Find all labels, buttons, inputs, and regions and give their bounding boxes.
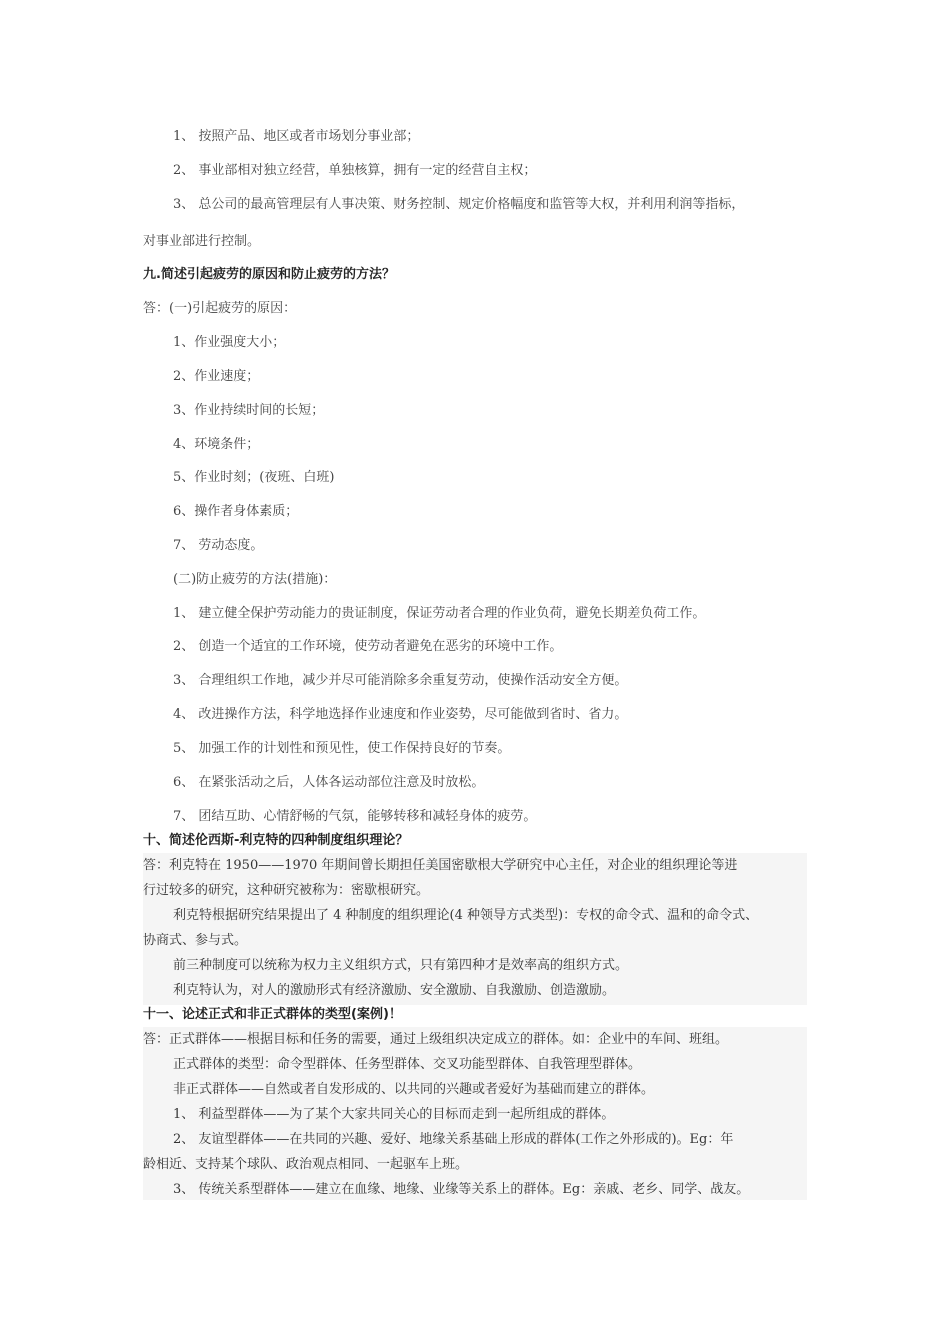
- sec11-line-5: 2、 友谊型群体——在共同的兴趣、爱好、地缘关系基础上形成的群体(工作之外形成的)。Eg：年: [173, 1132, 734, 1147]
- sec10-line-6: 利克特认为，对人的激励形式有经济激励、安全激励、自我激励、创造激励。: [173, 983, 616, 998]
- sec9-method-2: 2、 创造一个适宜的工作环境，使劳动者避免在恶劣的环境中工作。: [173, 639, 563, 654]
- sec10-line-4: 协商式、参与式。: [143, 933, 248, 948]
- sec8-item-2: 2、 事业部相对独立经营，单独核算，拥有一定的经营自主权；: [173, 163, 537, 178]
- sec9-method-7: 7、 团结互助、心情舒畅的气氛，能够转移和减轻身体的疲劳。: [173, 809, 537, 824]
- sec9-method-6: 6、 在紧张活动之后，人体各运动部位注意及时放松。: [173, 775, 485, 790]
- sec11-heading: 十一、论述正式和非正式群体的类型(案例)！: [143, 1007, 402, 1022]
- sec10-line-5: 前三种制度可以统称为权力主义组织方式，只有第四种才是效率高的组织方式。: [173, 958, 629, 973]
- sec9-cause-3: 3、作业持续时间的长短；: [173, 403, 325, 418]
- sec9-answer-intro: 答：(一)引起疲劳的原因：: [143, 301, 297, 316]
- sec10-heading: 十、简述伦西斯-利克特的四种制度组织理论？: [143, 833, 409, 848]
- sec8-continuation: 对事业部进行控制。: [143, 234, 261, 249]
- sec9-cause-1: 1、作业强度大小；: [173, 335, 286, 350]
- sec11-line-4: 1、 利益型群体——为了某个大家共同关心的目标而走到一起所组成的群体。: [173, 1107, 615, 1122]
- sec11-line-6: 龄相近、支持某个球队、政治观点相同、一起驱车上班。: [143, 1157, 469, 1172]
- sec11-line-2: 正式群体的类型：命令型群体、任务型群体、交叉功能型群体、自我管理型群体。: [173, 1057, 642, 1072]
- sec10-line-1: 答：利克特在 1950——1970 年期间曾长期担任美国密歇根大学研究中心主任，对企业的组织理论等进: [143, 858, 738, 873]
- sec10-line-2: 行过较多的研究，这种研究被称为：密歇根研究。: [143, 883, 430, 898]
- sec9-method-4: 4、 改进操作方法，科学地选择作业速度和作业姿势，尽可能做到省时、省力。: [173, 707, 628, 722]
- sec9-method-1: 1、 建立健全保护劳动能力的贵证制度，保证劳动者合理的作业负荷，避免长期差负荷工作。: [173, 606, 706, 621]
- sec11-line-3: 非正式群体——自然或者自发形成的、以共同的兴趣或者爱好为基础而建立的群体。: [173, 1082, 655, 1097]
- sec9-cause-7: 7、 劳动态度。: [173, 538, 264, 553]
- sec11-line-7: 3、 传统关系型群体——建立在血缘、地缘、业缘等关系上的群体。Eg：亲戚、老乡、同学、战友。: [173, 1182, 750, 1197]
- sec9-cause-2: 2、作业速度；: [173, 369, 260, 384]
- sec9-method-5: 5、 加强工作的计划性和预见性，使工作保持良好的节奏。: [173, 741, 511, 756]
- sec8-item-1: 1、 按照产品、地区或者市场划分事业部；: [173, 129, 420, 144]
- sec9-method-3: 3、 合理组织工作地，减少并尽可能消除多余重复劳动，使操作活动安全方便。: [173, 673, 628, 688]
- sec9-cause-4: 4、环境条件；: [173, 437, 260, 452]
- sec11-line-1: 答：正式群体——根据目标和任务的需要，通过上级组织决定成立的群体。如：企业中的车间、班组。: [143, 1032, 729, 1047]
- sec9-methods-title: (二)防止疲劳的方法(措施)：: [173, 572, 337, 587]
- sec10-line-3: 利克特根据研究结果提出了 4 种制度的组织理论(4 种领导方式类型)：专权的命令式、温和的命令式、: [173, 908, 759, 923]
- sec9-cause-5: 5、作业时刻；(夜班、白班): [173, 470, 335, 485]
- sec9-heading: 九.简述引起疲劳的原因和防止疲劳的方法？: [143, 267, 395, 282]
- sec8-item-3: 3、 总公司的最高管理层有人事决策、财务控制、规定价格幅度和监管等大权，并利用利润等指标，: [173, 197, 745, 212]
- sec9-cause-6: 6、操作者身体素质；: [173, 504, 299, 519]
